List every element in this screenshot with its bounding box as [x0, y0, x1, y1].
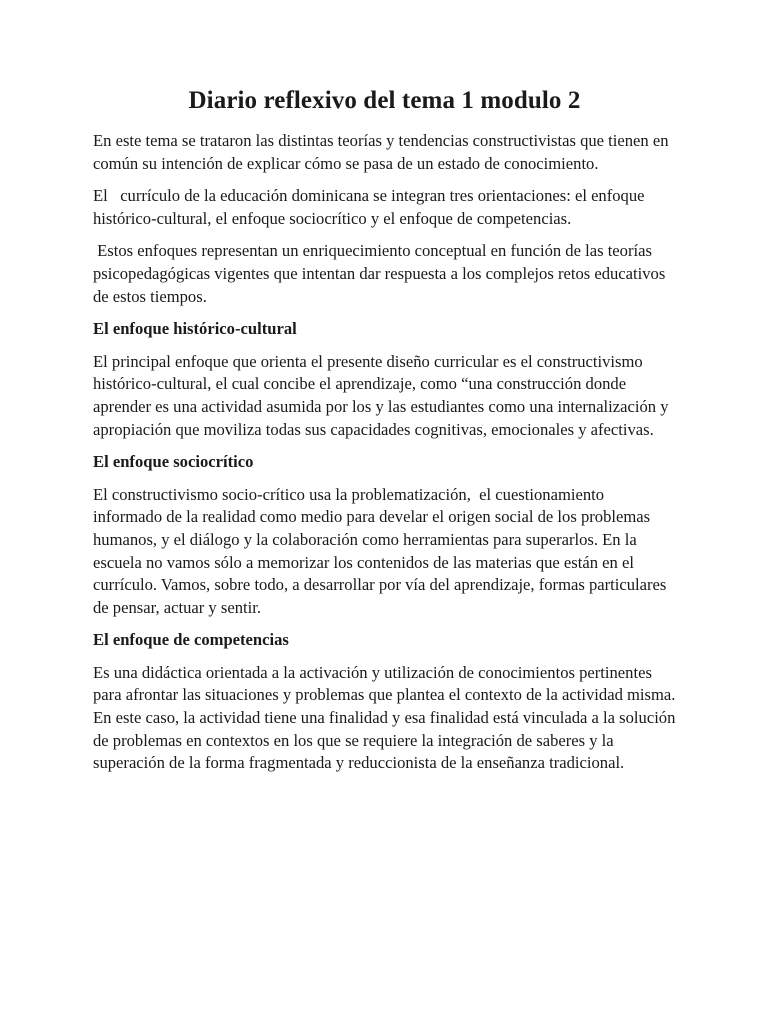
section-heading-sociocritico: El enfoque sociocrítico	[93, 452, 254, 472]
intro-paragraph-2: El currículo de la educación dominicana se integran tres orientaciones: el enfoque histórico-cultural, el enfoque sociocrítico y el enfoque de competencias.	[93, 186, 649, 228]
section-body-competencias: Es una didáctica orientada a la activación y utilización de conocimientos pertinentes para afrontar las situaciones y problemas que plantea el contexto de la actividad misma. En este caso, la actividad tiene una finalidad y esa finalidad está vinculada a la solución de problemas en contextos en los que se requiere la integración de saberes y la superación de la forma fragmentada y reduccionista de la enseñanza tradicional.	[93, 662, 680, 773]
section-heading-historico-cultural: El enfoque histórico-cultural	[93, 319, 297, 339]
section-body-sociocritico: El constructivismo socio-crítico usa la problematización, el cuestionamiento informado de la realidad como medio para develar el origen social de los problemas humanos, y el diálogo y la colaboración como herramientas para superarlos. En la escuela no vamos sólo a memorizar los contenidos de las materias que están en el currículo. Vamos, sobre todo, a desarrollar por vía del aprendizaje, formas particulares de pensar, actuar y sentir.	[93, 484, 671, 617]
intro-paragraph-1: En este tema se trataron las distintas teorías y tendencias constructivistas que tienen en común su intención de explicar cómo se pasa de un estado de conocimiento.	[93, 131, 673, 173]
section-body-historico-cultural: El principal enfoque que orienta el presente diseño curricular es el constructivismo histórico-cultural, el cual concibe el aprendizaje, como “una construcción donde aprender es una actividad asumida por los y las estudiantes como una internalización y apropiación que moviliza todas sus capacidades cognitivas, emocionales y afectivas.	[93, 351, 673, 439]
section-heading-competencias: El enfoque de competencias	[93, 630, 289, 650]
document-title: Diario reflexivo del tema 1 modulo 2	[188, 87, 581, 114]
intro-paragraph-3: Estos enfoques representan un enriquecimiento conceptual en función de las teorías psicopedagógicas vigentes que intentan dar respuesta a los complejos retos educativos de estos tiempos.	[93, 241, 670, 306]
